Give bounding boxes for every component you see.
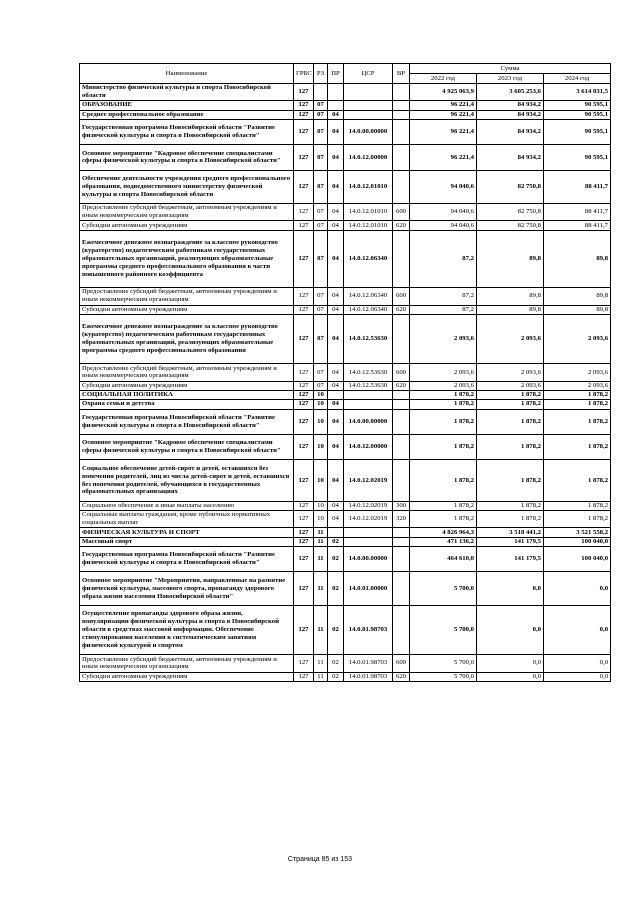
cell-name: Государственная программа Новосибирской области "Развитие физической культуры и спорта в Новосибирской области" <box>80 119 294 144</box>
cell-sum-2022: 94 040,6 <box>410 221 477 230</box>
cell-pr: 04 <box>328 110 344 119</box>
cell-sum-2023: 2 093,6 <box>477 364 544 381</box>
cell-sum-2022: 1 878,2 <box>410 501 477 510</box>
cell-vr: 320 <box>393 511 410 528</box>
cell-grbs: 127 <box>294 221 314 230</box>
table-row <box>80 409 611 434</box>
cell-sum-2023: 82 750,8 <box>477 204 544 221</box>
cell-sum-2024: 88 411,7 <box>544 170 611 203</box>
cell-pr: 02 <box>328 547 344 572</box>
cell-rz: 11 <box>314 672 328 681</box>
cell-name: Обеспечение деятельности учреждения среднего профессионального образования, подведомственного министерству физической культуры и спорта Новосибирской области <box>80 170 294 203</box>
table-row <box>80 460 611 502</box>
cell-pr: 02 <box>328 537 344 546</box>
cell-sum-2022: 1 878,2 <box>410 390 477 399</box>
table-row <box>80 511 611 528</box>
cell-vr <box>393 170 410 203</box>
cell-name: Социальное обеспечение и иные выплаты населению <box>80 501 294 510</box>
cell-pr: 04 <box>328 511 344 528</box>
cell-sum-2024: 1 878,2 <box>544 390 611 399</box>
cell-sum-2022: 87,2 <box>410 288 477 305</box>
cell-grbs: 127 <box>294 672 314 681</box>
cell-rz: 07 <box>314 364 328 381</box>
cell-sum-2023: 89,8 <box>477 230 544 288</box>
cell-sum-2022: 94 040,6 <box>410 170 477 203</box>
cell-sum-2023: 3 605 253,6 <box>477 84 544 101</box>
cell-sum-2023: 0,0 <box>477 655 544 672</box>
cell-grbs: 127 <box>294 145 314 170</box>
header-year-2022: 2022 год <box>410 74 477 84</box>
cell-rz: 11 <box>314 537 328 546</box>
cell-grbs: 127 <box>294 547 314 572</box>
table-row <box>80 221 611 230</box>
cell-csr: 14.0.01.98703 <box>344 605 393 655</box>
cell-sum-2023: 84 934,2 <box>477 101 544 110</box>
cell-grbs: 127 <box>294 605 314 655</box>
cell-sum-2023: 89,8 <box>477 305 544 314</box>
table-row <box>80 381 611 390</box>
cell-pr: 02 <box>328 572 344 605</box>
header-vr: ВР <box>393 64 410 84</box>
table-row <box>80 305 611 314</box>
cell-name: Охрана семьи и детства <box>80 400 294 409</box>
table-row <box>80 230 611 288</box>
cell-sum-2024: 2 093,6 <box>544 314 611 364</box>
cell-vr: 600 <box>393 655 410 672</box>
cell-sum-2023: 1 878,2 <box>477 501 544 510</box>
cell-rz: 10 <box>314 400 328 409</box>
cell-csr <box>344 400 393 409</box>
cell-csr <box>344 110 393 119</box>
cell-rz: 11 <box>314 605 328 655</box>
cell-vr: 620 <box>393 672 410 681</box>
cell-pr: 04 <box>328 409 344 434</box>
cell-pr: 04 <box>328 145 344 170</box>
cell-csr: 14.0.12.06340 <box>344 288 393 305</box>
cell-name: Министерство физической культуры и спорта Новосибирской области <box>80 84 294 101</box>
cell-rz: 07 <box>314 288 328 305</box>
cell-sum-2024: 90 595,1 <box>544 110 611 119</box>
cell-rz: 07 <box>314 170 328 203</box>
cell-grbs: 127 <box>294 400 314 409</box>
cell-grbs: 127 <box>294 381 314 390</box>
cell-grbs: 127 <box>294 230 314 288</box>
cell-sum-2023: 84 934,2 <box>477 119 544 144</box>
cell-sum-2024: 1 878,2 <box>544 501 611 510</box>
cell-sum-2024: 1 878,2 <box>544 460 611 502</box>
cell-rz: 10 <box>314 511 328 528</box>
cell-vr <box>393 537 410 546</box>
cell-sum-2023: 82 750,8 <box>477 221 544 230</box>
cell-rz: 07 <box>314 230 328 288</box>
cell-sum-2024: 0,0 <box>544 655 611 672</box>
cell-pr: 04 <box>328 434 344 459</box>
cell-name: Основное мероприятие "Мероприятия, направленные на развитие физической культуры, массового спорта, пропаганду здорового образа жизни населения Новосибирской области" <box>80 572 294 605</box>
cell-name: Предоставление субсидий бюджетным, автономным учреждениям и иным некоммерческим организациям <box>80 204 294 221</box>
page-number: Страница 85 из 153 <box>287 856 353 863</box>
cell-sum-2023: 2 093,6 <box>477 314 544 364</box>
cell-grbs: 127 <box>294 101 314 110</box>
table-row <box>80 537 611 546</box>
cell-csr <box>344 390 393 399</box>
cell-csr: 14.0.12.02019 <box>344 511 393 528</box>
budget-table <box>79 63 611 682</box>
cell-sum-2023: 2 093,6 <box>477 381 544 390</box>
table-row <box>80 145 611 170</box>
cell-sum-2022: 96 221,4 <box>410 119 477 144</box>
cell-sum-2023: 84 934,2 <box>477 110 544 119</box>
cell-name: Основное мероприятие "Кадровое обеспечение специалистами сферы физической культуры и спорта в Новосибирской области" <box>80 434 294 459</box>
cell-csr: 14.0.12.00000 <box>344 145 393 170</box>
cell-grbs: 127 <box>294 305 314 314</box>
cell-sum-2023: 1 878,2 <box>477 511 544 528</box>
cell-vr <box>393 119 410 144</box>
cell-rz: 11 <box>314 572 328 605</box>
cell-sum-2022: 1 878,2 <box>410 511 477 528</box>
cell-name: Социальные выплаты гражданам, кроме публичных нормативных социальных выплат <box>80 511 294 528</box>
cell-sum-2022: 94 040,6 <box>410 204 477 221</box>
header-rz: РЗ <box>314 64 328 84</box>
cell-csr <box>344 537 393 546</box>
cell-vr <box>393 528 410 537</box>
cell-vr <box>393 460 410 502</box>
cell-vr <box>393 434 410 459</box>
cell-pr <box>328 390 344 399</box>
cell-rz: 10 <box>314 390 328 399</box>
cell-pr: 04 <box>328 288 344 305</box>
table-row <box>80 434 611 459</box>
header-year-2023: 2023 год <box>477 74 544 84</box>
cell-rz: 07 <box>314 204 328 221</box>
cell-pr: 04 <box>328 230 344 288</box>
table-row <box>80 288 611 305</box>
cell-sum-2023: 0,0 <box>477 572 544 605</box>
cell-csr <box>344 84 393 101</box>
cell-pr: 02 <box>328 672 344 681</box>
cell-grbs: 127 <box>294 110 314 119</box>
cell-sum-2024: 3 521 558,2 <box>544 528 611 537</box>
cell-sum-2023: 0,0 <box>477 672 544 681</box>
table-row <box>80 501 611 510</box>
cell-rz: 11 <box>314 655 328 672</box>
cell-vr: 300 <box>393 501 410 510</box>
cell-name: Предоставление субсидий бюджетным, автономным учреждениям и иным некоммерческим организациям <box>80 364 294 381</box>
cell-pr <box>328 528 344 537</box>
cell-pr: 04 <box>328 204 344 221</box>
cell-rz: 11 <box>314 547 328 572</box>
cell-sum-2024: 1 878,2 <box>544 409 611 434</box>
cell-pr <box>328 101 344 110</box>
table-row <box>80 390 611 399</box>
cell-pr <box>328 84 344 101</box>
cell-grbs: 127 <box>294 511 314 528</box>
cell-csr: 14.0.00.00000 <box>344 119 393 144</box>
cell-grbs: 127 <box>294 364 314 381</box>
cell-sum-2024: 1 878,2 <box>544 434 611 459</box>
cell-sum-2023: 84 934,2 <box>477 145 544 170</box>
cell-sum-2022: 1 878,2 <box>410 434 477 459</box>
cell-sum-2022: 2 093,6 <box>410 364 477 381</box>
cell-vr: 600 <box>393 364 410 381</box>
cell-vr: 600 <box>393 288 410 305</box>
cell-csr: 14.0.12.01010 <box>344 221 393 230</box>
cell-csr: 14.0.01.00000 <box>344 572 393 605</box>
cell-grbs: 127 <box>294 655 314 672</box>
cell-csr <box>344 528 393 537</box>
cell-vr <box>393 390 410 399</box>
cell-name: Субсидии автономным учреждениям <box>80 221 294 230</box>
cell-vr: 620 <box>393 381 410 390</box>
cell-sum-2023: 1 878,2 <box>477 409 544 434</box>
table-row <box>80 84 611 101</box>
cell-sum-2023: 1 878,2 <box>477 400 544 409</box>
cell-sum-2022: 4 925 063,9 <box>410 84 477 101</box>
header-name: Наименование <box>80 64 294 84</box>
cell-rz: 07 <box>314 110 328 119</box>
table-row <box>80 572 611 605</box>
cell-sum-2024: 90 595,1 <box>544 119 611 144</box>
table-row <box>80 314 611 364</box>
cell-grbs: 127 <box>294 119 314 144</box>
cell-csr: 14.0.12.02019 <box>344 460 393 502</box>
cell-grbs: 127 <box>294 390 314 399</box>
header-grbs: ГРБС <box>294 64 314 84</box>
cell-sum-2024: 0,0 <box>544 605 611 655</box>
cell-grbs: 127 <box>294 314 314 364</box>
cell-sum-2024: 100 040,0 <box>544 547 611 572</box>
cell-grbs: 127 <box>294 528 314 537</box>
table-row <box>80 364 611 381</box>
cell-grbs: 127 <box>294 84 314 101</box>
cell-vr <box>393 400 410 409</box>
table-row <box>80 101 611 110</box>
table-row <box>80 547 611 572</box>
cell-rz: 07 <box>314 381 328 390</box>
cell-pr: 04 <box>328 381 344 390</box>
header-year-2024: 2024 год <box>544 74 611 84</box>
cell-sum-2022: 2 093,6 <box>410 314 477 364</box>
cell-sum-2022: 96 221,4 <box>410 145 477 170</box>
cell-pr: 02 <box>328 655 344 672</box>
cell-name: Основное мероприятие "Кадровое обеспечение специалистами сферы физической культуры и спорта в Новосибирской области" <box>80 145 294 170</box>
cell-name: ОБРАЗОВАНИЕ <box>80 101 294 110</box>
cell-csr: 14.0.12.00000 <box>344 434 393 459</box>
cell-csr: 14.0.12.06340 <box>344 230 393 288</box>
cell-sum-2024: 88 411,7 <box>544 204 611 221</box>
cell-pr: 04 <box>328 400 344 409</box>
cell-vr <box>393 605 410 655</box>
cell-sum-2024: 89,8 <box>544 230 611 288</box>
cell-csr: 14.0.01.98703 <box>344 672 393 681</box>
header-sum: Сумма <box>410 64 611 74</box>
cell-rz: 07 <box>314 119 328 144</box>
cell-pr: 04 <box>328 314 344 364</box>
cell-csr: 14.0.12.02019 <box>344 501 393 510</box>
cell-grbs: 127 <box>294 501 314 510</box>
cell-grbs: 127 <box>294 409 314 434</box>
cell-csr: 14.0.12.53630 <box>344 381 393 390</box>
cell-sum-2022: 1 878,2 <box>410 409 477 434</box>
cell-sum-2022: 87,2 <box>410 230 477 288</box>
cell-csr: 14.0.12.53630 <box>344 364 393 381</box>
cell-name: Среднее профессиональное образование <box>80 110 294 119</box>
cell-name: Субсидии автономным учреждениям <box>80 305 294 314</box>
cell-grbs: 127 <box>294 460 314 502</box>
table-row <box>80 400 611 409</box>
table-row <box>80 204 611 221</box>
cell-sum-2024: 100 040,0 <box>544 537 611 546</box>
cell-sum-2022: 2 093,6 <box>410 381 477 390</box>
cell-sum-2022: 96 221,4 <box>410 110 477 119</box>
cell-sum-2023: 1 878,2 <box>477 460 544 502</box>
cell-sum-2022: 1 878,2 <box>410 460 477 502</box>
cell-grbs: 127 <box>294 434 314 459</box>
cell-name: Субсидии автономным учреждениям <box>80 672 294 681</box>
table-header <box>80 64 611 84</box>
cell-rz: 10 <box>314 409 328 434</box>
cell-vr: 620 <box>393 305 410 314</box>
cell-csr: 14.0.00.00000 <box>344 547 393 572</box>
cell-vr: 620 <box>393 221 410 230</box>
cell-sum-2024: 0,0 <box>544 572 611 605</box>
table-row <box>80 110 611 119</box>
cell-pr: 02 <box>328 605 344 655</box>
table-row <box>80 605 611 655</box>
cell-pr: 04 <box>328 460 344 502</box>
cell-rz: 10 <box>314 434 328 459</box>
cell-vr <box>393 572 410 605</box>
cell-pr: 04 <box>328 305 344 314</box>
cell-csr: 14.0.12.53630 <box>344 314 393 364</box>
cell-pr: 04 <box>328 364 344 381</box>
cell-name: Предоставление субсидий бюджетным, автономным учреждениям и иным некоммерческим организациям <box>80 655 294 672</box>
cell-name: Ежемесячное денежное вознаграждение за классное руководство (кураторство) педагогическим работникам государственных образовательных организаций, реализующих образовательные программы среднего профессионального образования в части повышенного районного коэффициента <box>80 230 294 288</box>
cell-grbs: 127 <box>294 288 314 305</box>
header-pr: ПР <box>328 64 344 84</box>
cell-csr: 14.0.12.06340 <box>344 305 393 314</box>
cell-sum-2024: 89,8 <box>544 305 611 314</box>
header-csr: ЦСР <box>344 64 393 84</box>
table-row <box>80 672 611 681</box>
cell-sum-2024: 1 878,2 <box>544 511 611 528</box>
cell-sum-2023: 0,0 <box>477 605 544 655</box>
cell-grbs: 127 <box>294 204 314 221</box>
cell-vr <box>393 230 410 288</box>
cell-sum-2023: 141 179,5 <box>477 537 544 546</box>
cell-sum-2022: 96 221,4 <box>410 101 477 110</box>
cell-sum-2024: 90 595,1 <box>544 101 611 110</box>
cell-sum-2022: 87,2 <box>410 305 477 314</box>
cell-vr: 600 <box>393 204 410 221</box>
cell-sum-2024: 2 093,6 <box>544 381 611 390</box>
cell-pr: 04 <box>328 119 344 144</box>
cell-sum-2023: 1 878,2 <box>477 434 544 459</box>
cell-name: Массовый спорт <box>80 537 294 546</box>
cell-sum-2022: 5 700,0 <box>410 605 477 655</box>
cell-vr <box>393 101 410 110</box>
cell-rz: 11 <box>314 528 328 537</box>
cell-csr: 14.0.00.00000 <box>344 409 393 434</box>
cell-rz: 10 <box>314 460 328 502</box>
cell-rz: 07 <box>314 101 328 110</box>
cell-rz <box>314 84 328 101</box>
cell-sum-2022: 1 878,2 <box>410 400 477 409</box>
cell-sum-2023: 82 750,8 <box>477 170 544 203</box>
table-row <box>80 119 611 144</box>
table-row <box>80 655 611 672</box>
cell-pr: 04 <box>328 221 344 230</box>
cell-sum-2022: 5 700,0 <box>410 655 477 672</box>
cell-vr <box>393 409 410 434</box>
cell-sum-2024: 90 595,1 <box>544 145 611 170</box>
cell-csr: 14.0.12.01010 <box>344 170 393 203</box>
cell-name: Предоставление субсидий бюджетным, автономным учреждениям и иным некоммерческим организациям <box>80 288 294 305</box>
cell-pr: 04 <box>328 501 344 510</box>
cell-sum-2022: 471 136,2 <box>410 537 477 546</box>
cell-name: ФИЗИЧЕСКАЯ КУЛЬТУРА И СПОРТ <box>80 528 294 537</box>
cell-sum-2023: 3 518 441,2 <box>477 528 544 537</box>
cell-csr: 14.0.01.98703 <box>344 655 393 672</box>
cell-vr <box>393 84 410 101</box>
cell-name: Государственная программа Новосибирской области "Развитие физической культуры и спорта в Новосибирской области" <box>80 547 294 572</box>
cell-sum-2023: 141 179,5 <box>477 547 544 572</box>
cell-name: СОЦИАЛЬНАЯ ПОЛИТИКА <box>80 390 294 399</box>
cell-sum-2022: 464 610,0 <box>410 547 477 572</box>
cell-sum-2024: 89,8 <box>544 288 611 305</box>
cell-vr <box>393 110 410 119</box>
cell-sum-2024: 88 411,7 <box>544 221 611 230</box>
cell-vr <box>393 547 410 572</box>
cell-grbs: 127 <box>294 572 314 605</box>
cell-grbs: 127 <box>294 170 314 203</box>
table-row <box>80 528 611 537</box>
cell-vr <box>393 145 410 170</box>
cell-sum-2022: 5 700,0 <box>410 672 477 681</box>
cell-name: Социальное обеспечение детей-сирот и детей, оставшихся без попечения родителей, лиц из числа детей-сирот и детей, оставшихся без попечения родителей, обучающихся в государственных образовательных организациях <box>80 460 294 502</box>
cell-rz: 07 <box>314 305 328 314</box>
cell-pr: 04 <box>328 170 344 203</box>
table-row <box>80 170 611 203</box>
cell-sum-2022: 5 700,0 <box>410 572 477 605</box>
cell-rz: 07 <box>314 221 328 230</box>
cell-vr <box>393 314 410 364</box>
cell-grbs: 127 <box>294 537 314 546</box>
cell-name: Государственная программа Новосибирской области "Развитие физической культуры и спорта в Новосибирской области" <box>80 409 294 434</box>
cell-sum-2023: 1 878,2 <box>477 390 544 399</box>
table-body <box>80 84 611 682</box>
cell-rz: 07 <box>314 314 328 364</box>
cell-rz: 10 <box>314 501 328 510</box>
cell-name: Осуществление пропаганды здорового образа жизни, популяризации физической культуры и спорта в Новосибирской области в средствах массовой информации. Обеспечение стимулирования населения к систематическим занятиям физической культурой и спортом <box>80 605 294 655</box>
cell-sum-2022: 4 826 964,3 <box>410 528 477 537</box>
cell-sum-2024: 2 093,6 <box>544 364 611 381</box>
cell-name: Ежемесячное денежное вознаграждение за классное руководство (кураторство) педагогическим работникам государственных образовательных организаций, реализующих образовательные программы среднего профессионального образования <box>80 314 294 364</box>
cell-sum-2024: 1 878,2 <box>544 400 611 409</box>
cell-sum-2023: 89,8 <box>477 288 544 305</box>
cell-sum-2024: 0,0 <box>544 672 611 681</box>
cell-name: Субсидии автономным учреждениям <box>80 381 294 390</box>
cell-rz: 07 <box>314 145 328 170</box>
cell-sum-2024: 3 614 031,5 <box>544 84 611 101</box>
cell-csr <box>344 101 393 110</box>
cell-csr: 14.0.12.01010 <box>344 204 393 221</box>
